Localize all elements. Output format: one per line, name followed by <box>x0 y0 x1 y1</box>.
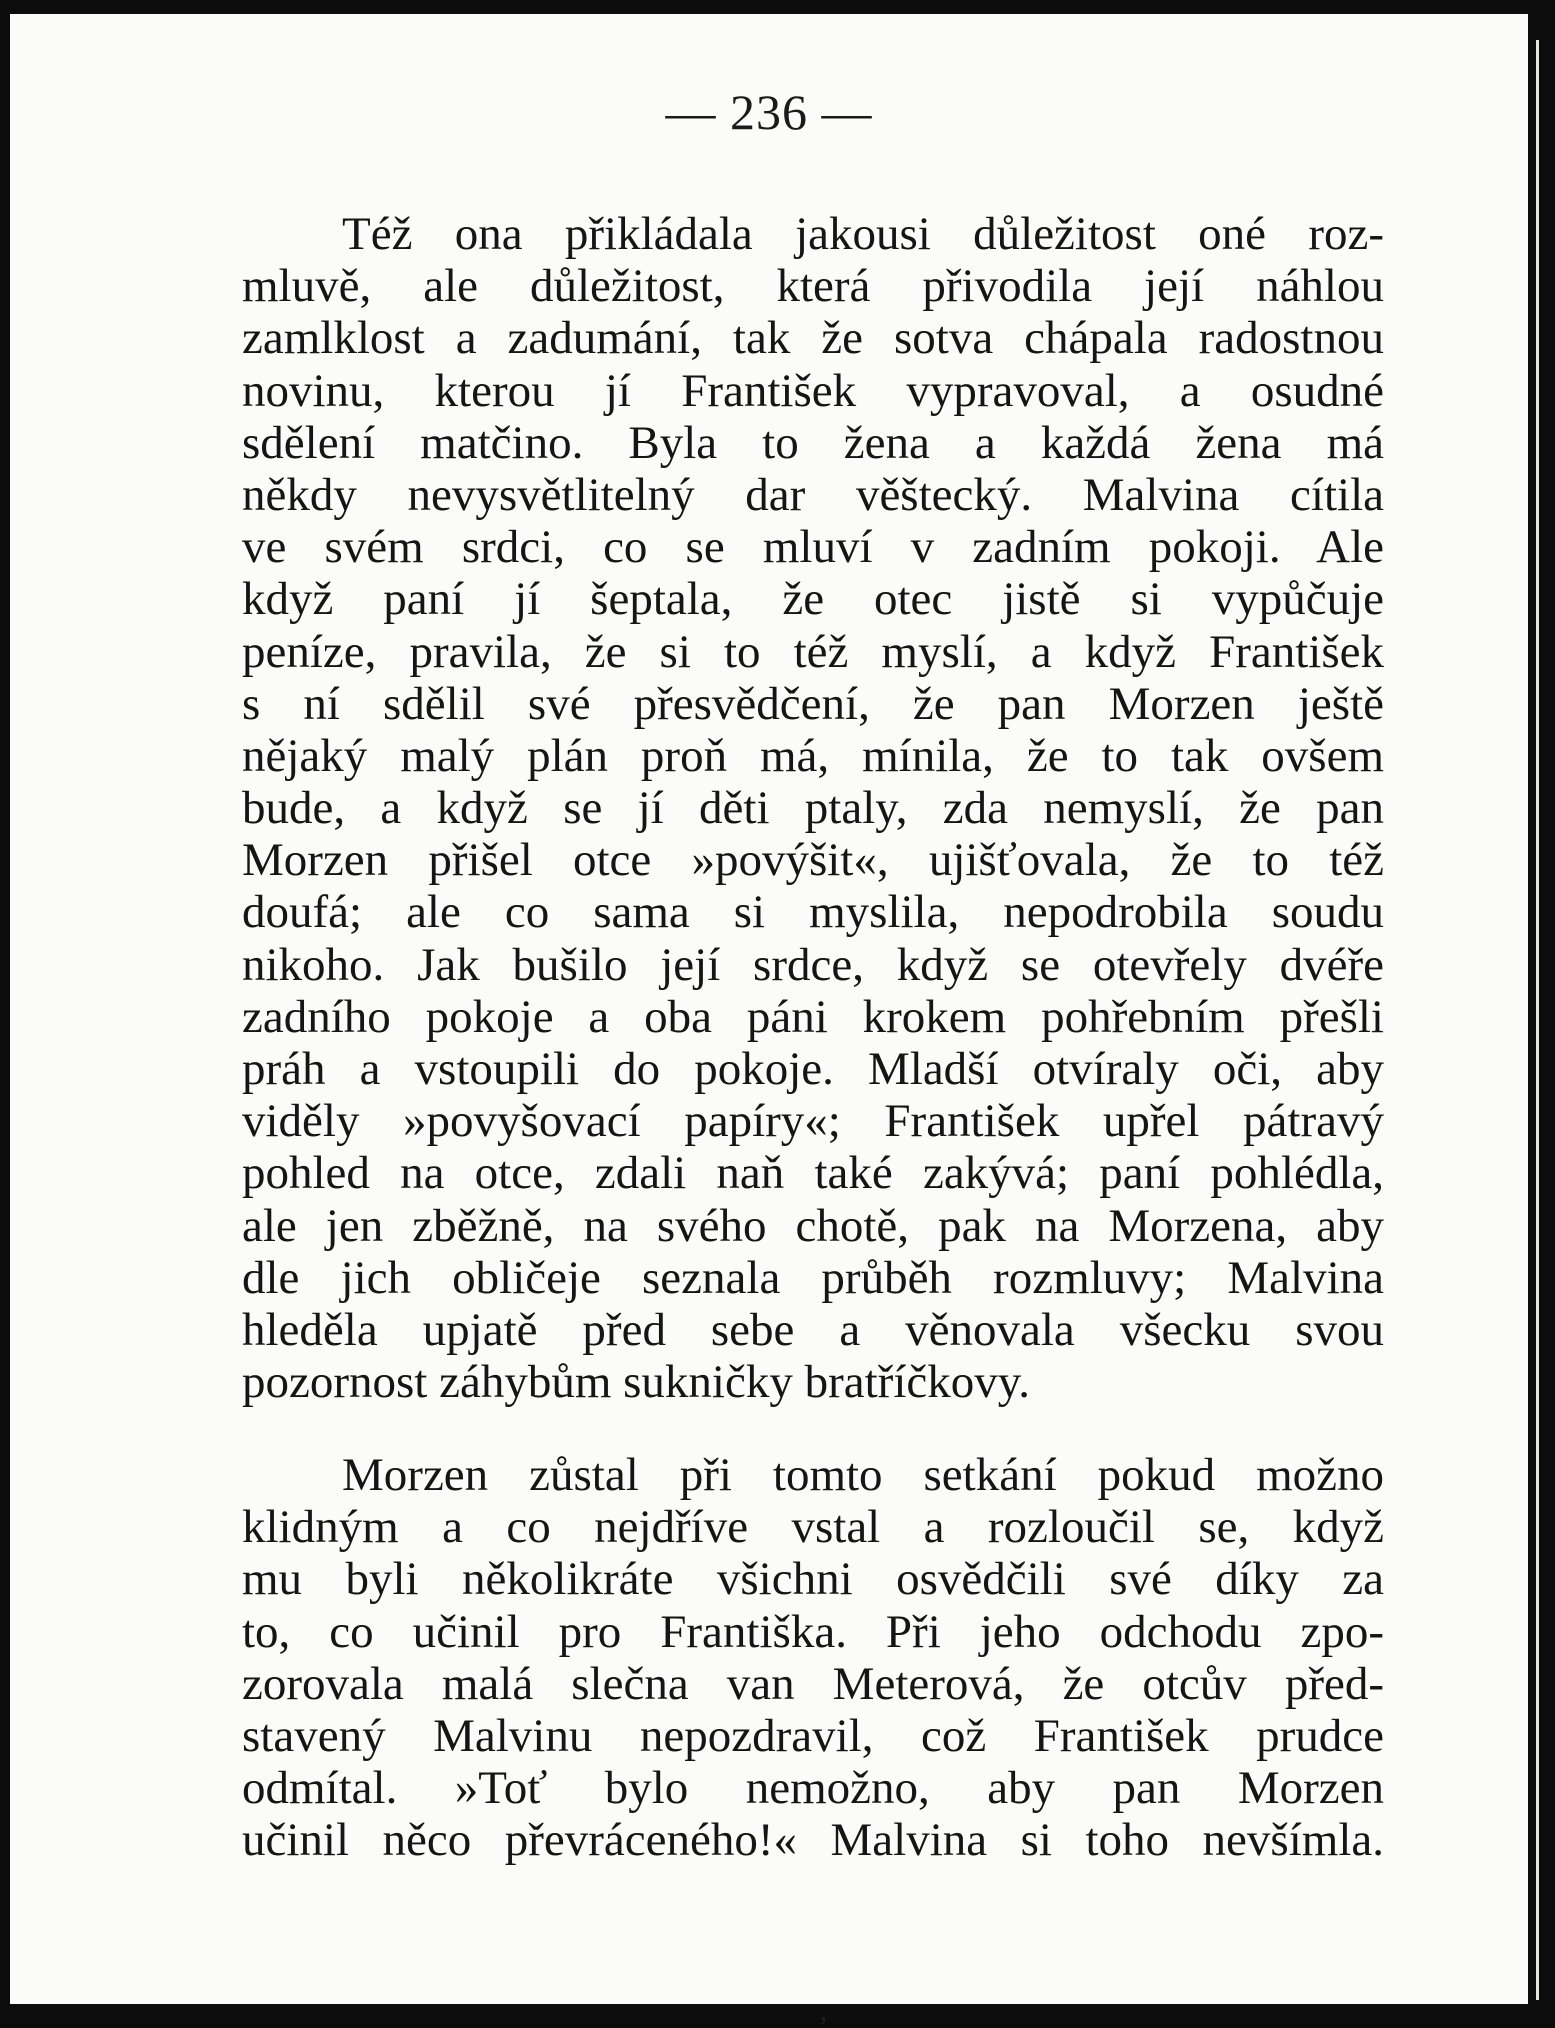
text-line: ve svém srdci, co se mluví v zadním pokoji. Ale <box>242 521 1384 574</box>
text-line: stavený Malvinu nepozdravil, což František prudce <box>242 1709 1384 1762</box>
text-line: pohled na otce, zdali naň také zakývá; paní pohlédla, <box>242 1147 1384 1200</box>
text-line: nikoho. Jak bušilo její srdce, když se otevřely dvéře <box>242 938 1384 991</box>
text-line: doufá; ale co sama si myslila, nepodrobila soudu <box>242 886 1384 939</box>
text-line: když paní jí šeptala, že otec jistě si vypůčuje <box>242 573 1384 626</box>
print-speck: , <box>820 1996 827 2027</box>
text-line: mluvě, ale důležitost, která přivodila její náhlou <box>242 260 1384 313</box>
paragraph-2 <box>242 1449 1384 1867</box>
text-line: Morzen přišel otce »povýšit«, ujišťovala, že to též <box>242 834 1384 887</box>
text-line: někdy nevysvětlitelný dar věštecký. Malvina cítila <box>242 468 1384 521</box>
book-page <box>10 14 1528 2027</box>
text-line: učinil něco převráceného!« Malvina si toho nevšímla. <box>242 1814 1384 1867</box>
text-line: bude, a když se jí děti ptaly, zda nemyslí, že pan <box>242 782 1384 835</box>
text-line: práh a vstoupili do pokoje. Mladší otvíraly oči, aby <box>242 1043 1384 1095</box>
text-line: dle jich obličeje seznala průběh rozmluvy; Malvina <box>242 1251 1384 1304</box>
text-line: to, co učinil pro Františka. Při jeho odchodu zpo- <box>242 1605 1384 1658</box>
text-line: zamlklost a zadumání, tak že sotva chápala radostnou <box>242 312 1384 365</box>
text-line: odmítal. »Toť bylo nemožno, aby pan Morzen <box>242 1762 1384 1815</box>
text-line: novinu, kterou jí František vypravoval, a osudné <box>242 364 1384 417</box>
text-line: Morzen zůstal při tomto setkání pokud možno <box>342 1449 1384 1501</box>
text-line: peníze, pravila, že si to též myslí, a když František <box>242 625 1384 678</box>
text-line: zorovala malá slečna van Meterová, že otcův před- <box>242 1657 1384 1710</box>
page-number: — 236 — <box>665 84 873 140</box>
text-line: mu byli několikráte všichni osvědčili své díky za <box>242 1553 1384 1606</box>
page-edge-line <box>1536 40 1539 2000</box>
text-line: hleděla upjatě před sebe a věnovala všecku svou <box>242 1303 1384 1356</box>
text-line: nějaký malý plán proň má, mínila, že to tak ovšem <box>242 729 1384 782</box>
scan-border <box>1528 14 1555 2004</box>
text-line: viděly »povyšovací papíry«; František upřel pátravý <box>242 1095 1384 1148</box>
text-line: zadního pokoje a oba páni krokem pohřebním přešli <box>242 990 1384 1043</box>
text-line: sdělení matčino. Byla to žena a každá žena má <box>242 416 1384 469</box>
text-line: s ní sdělil své přesvědčení, že pan Morzen ještě <box>242 677 1384 730</box>
text-line: klidným a co nejdříve vstal a rozloučil se, když <box>242 1501 1384 1554</box>
text-line: pozornost záhybům sukničky bratříčkovy. <box>242 1356 1030 1409</box>
text-line: Též ona přikládala jakousi důležitost oné roz- <box>342 208 1384 260</box>
text-line: ale jen zběžně, na svého chotě, pak na Morzena, aby <box>242 1199 1384 1252</box>
paragraph-1 <box>242 208 1384 1408</box>
